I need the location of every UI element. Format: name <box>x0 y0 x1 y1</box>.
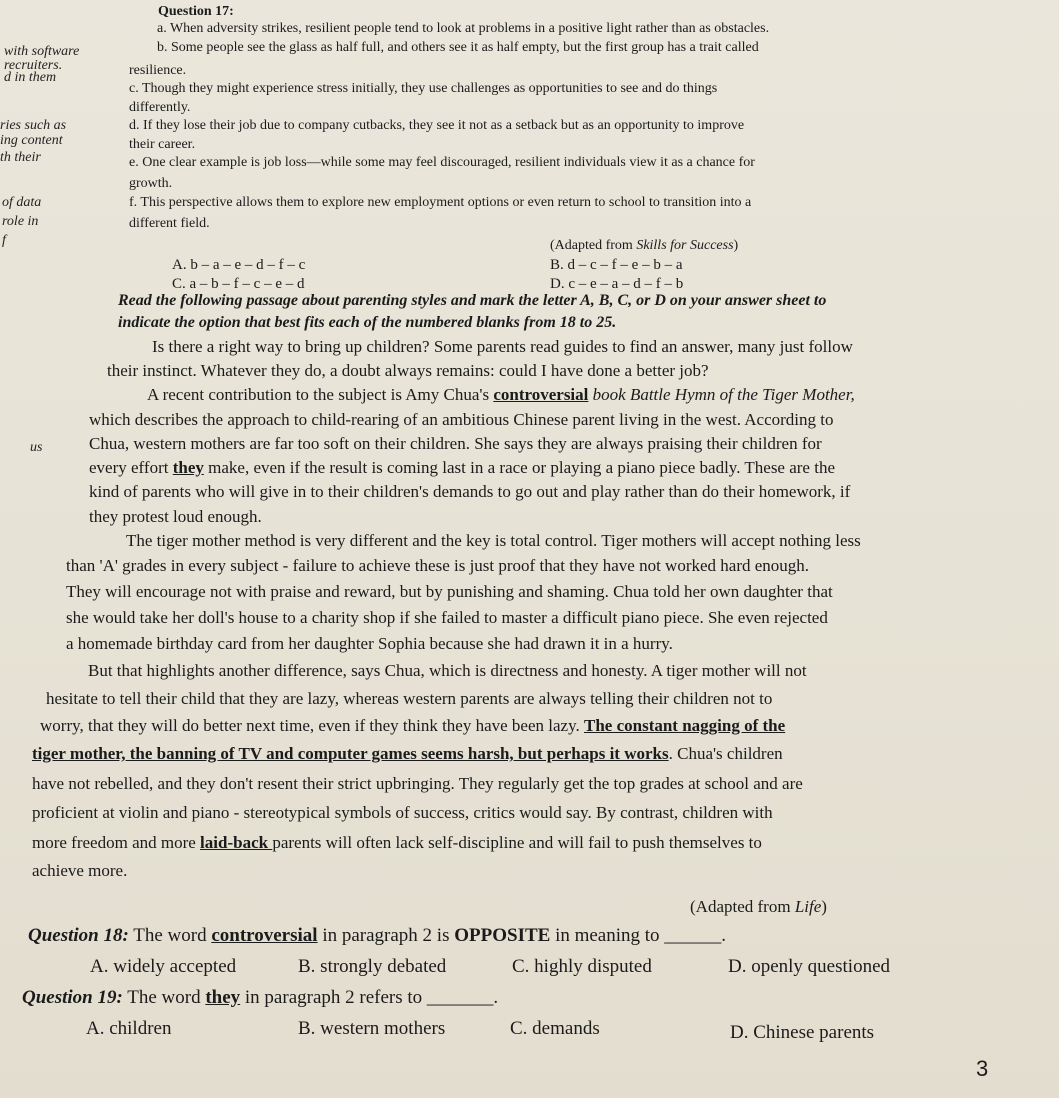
q18-option-c[interactable]: C. highly disputed <box>512 956 652 977</box>
q18-option-b[interactable]: B. strongly debated <box>298 956 447 977</box>
word-controversial: controversial <box>211 925 318 946</box>
margin-fragment: of data <box>2 195 42 210</box>
instruction-line-1: Read the following passage about parenting styles and mark the letter A, B, C, or D on your answer sheet to <box>118 292 827 309</box>
q17-option-a[interactable]: A. b – a – e – d – f – c <box>172 257 306 273</box>
q17-option-b[interactable]: B. d – c – f – e – b – a <box>550 257 683 273</box>
margin-fragment: us <box>30 440 43 455</box>
q17-sentence-d: d. If they lose their job due to company cutbacks, they see it not as a setback but as an opportunity to improve <box>129 118 745 133</box>
margin-fragment: role in <box>2 214 39 229</box>
passage-p1-line: Is there a right way to bring up children? Some parents read guides to find an answer, many just follow <box>152 337 853 356</box>
margin-fragment: th their <box>0 150 41 165</box>
word-they: they <box>172 458 204 477</box>
margin-fragment: f <box>2 233 6 248</box>
q19-option-c[interactable]: C. demands <box>510 1018 600 1039</box>
passage-p4-line: worry, that they will do better next time, even if they think they have been lazy. The constant nagging of the <box>40 716 786 735</box>
q17-sentence-e-cont: growth. <box>129 176 173 191</box>
word-they: they <box>205 987 241 1008</box>
passage-p4-line: proficient at violin and piano - stereotypical symbols of success, critics would say. By contrast, children with <box>32 803 773 822</box>
q17-option-d[interactable]: D. c – e – a – d – f – b <box>550 276 684 292</box>
q17-sentence-b: b. Some people see the glass as half full, and others see it as half empty, but the first group has a trait called <box>157 40 759 55</box>
margin-fragment: d in them <box>4 70 57 85</box>
instruction-line-2: indicate the option that best fits each of the numbered blanks from 18 to 25. <box>118 314 617 331</box>
passage-p4-line: hesitate to tell their child that they are lazy, whereas western parents are always telling their children not to <box>46 689 773 708</box>
passage-p3-line: The tiger mother method is very different and the key is total control. Tiger mothers will accept nothing less <box>126 531 861 550</box>
passage-p2-line: they protest loud enough. <box>89 507 262 526</box>
passage-p2-line: every effort they make, even if the result is coming last in a race or playing a piano piece badly. These are the <box>89 458 835 477</box>
passage-p4-line: tiger mother, the banning of TV and computer games seems harsh, but perhaps it works. Chua's children <box>32 744 783 763</box>
q17-sentence-d-cont: their career. <box>129 137 196 152</box>
passage-p1-line: their instinct. Whatever they do, a doubt always remains: could I have done a better job? <box>107 361 709 380</box>
q17-option-c[interactable]: C. a – b – f – c – e – d <box>172 276 305 292</box>
q18-option-d[interactable]: D. openly questioned <box>728 956 891 977</box>
q17-sentence-c-cont: differently. <box>129 100 191 115</box>
margin-fragment: ing content <box>0 133 63 148</box>
q19-option-a[interactable]: A. children <box>86 1018 172 1039</box>
passage-p3-line: she would take her doll's house to a charity shop if she failed to master a difficult piano piece. She even rejected <box>66 608 828 627</box>
margin-fragment: ries such as <box>0 118 67 133</box>
page-number: 3 <box>976 1056 989 1081</box>
passage-p4-line: achieve more. <box>32 861 128 880</box>
q19-option-b[interactable]: B. western mothers <box>298 1018 446 1039</box>
question-19: Question 19: The word they in paragraph 2 refers to _______. <box>22 987 499 1008</box>
passage-p3-line: a homemade birthday card from her daughter Sophia because she had drawn it in a hurry. <box>66 634 673 653</box>
margin-fragment: with software <box>4 44 80 59</box>
q17-sentence-f: f. This perspective allows them to explore new employment options or even return to school to transition into a <box>129 195 752 210</box>
passage-p2-line: which describes the approach to child-rearing of an ambitious Chinese parent living in the west. According to <box>89 410 834 429</box>
passage-p2-line: A recent contribution to the subject is Amy Chua's controversial book Battle Hymn of the Tiger Mother, <box>147 385 855 404</box>
passage-p3-line: than 'A' grades in every subject - failure to achieve these is just proof that they have not worked hard enough. <box>66 556 810 575</box>
q17-sentence-a: a. When adversity strikes, resilient people tend to look at problems in a positive light rather than as obstacles. <box>157 21 770 36</box>
q17-source: (Adapted from Skills for Success) <box>550 238 739 253</box>
passage-p4-line: have not rebelled, and they don't resent their strict upbringing. They regularly get the top grades at school and are <box>32 774 803 793</box>
passage-p2-line: kind of parents who will give in to their children's demands to go out and play rather than do their homework, if <box>89 482 851 501</box>
passage-source: (Adapted from Life) <box>690 897 827 916</box>
q17-sentence-b-cont: resilience. <box>129 63 187 78</box>
q18-option-a[interactable]: A. widely accepted <box>90 956 237 977</box>
word-controversial: controversial <box>493 385 589 404</box>
passage-p4-line: more freedom and more laid-back parents will often lack self-discipline and will fail to push themselves to <box>32 833 762 852</box>
question-18: Question 18: The word controversial in paragraph 2 is OPPOSITE in meaning to ______. <box>28 925 727 946</box>
q17-sentence-f-cont: different field. <box>129 216 210 231</box>
question-17-heading: Question 17: <box>158 4 234 19</box>
q17-sentence-e: e. One clear example is job loss—while some may feel discouraged, resilient individuals view it as a chance for <box>129 155 755 170</box>
passage-p3-line: They will encourage not with praise and reward, but by punishing and shaming. Chua told her own daughter that <box>66 582 833 601</box>
q17-sentence-c: c. Though they might experience stress initially, they use challenges as opportunities to see and do things <box>129 81 718 96</box>
underlined-sentence: tiger mother, the banning of TV and computer games seems harsh, but perhaps it works <box>32 744 669 763</box>
word-laid-back: laid-back <box>200 833 273 852</box>
passage-p2-line: Chua, western mothers are far too soft on their children. She says they are always praising their children for <box>89 434 822 453</box>
passage-p4-line: But that highlights another difference, says Chua, which is directness and honesty. A tiger mother will not <box>88 661 807 680</box>
q19-option-d[interactable]: D. Chinese parents <box>730 1022 875 1043</box>
underlined-sentence: The constant nagging of the <box>583 716 786 735</box>
margin-fragment: recruiters. <box>4 58 63 73</box>
